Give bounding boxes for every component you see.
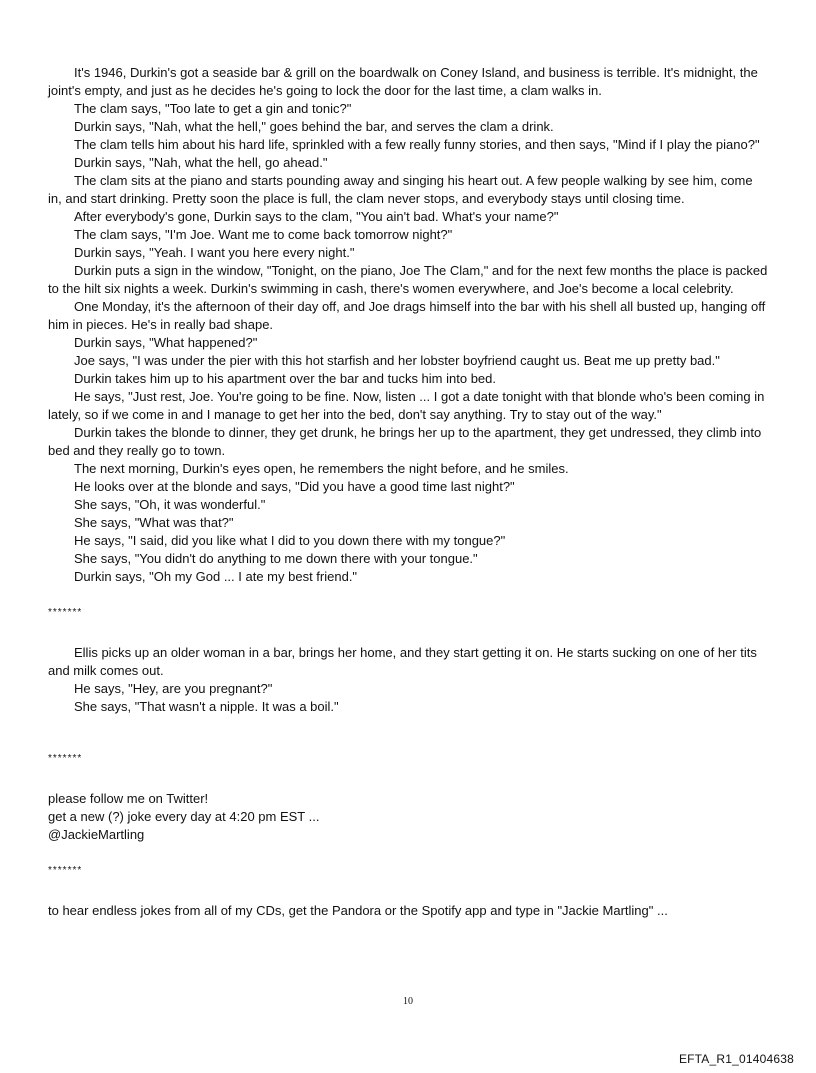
paragraph: Joe says, "I was under the pier with this hot starfish and her lobster boyfriend caught us. Beat me up pretty bad.": [74, 353, 720, 368]
paragraph: He looks over at the blonde and says, "Did you have a good time last night?": [74, 479, 515, 494]
paragraph: It's 1946, Durkin's got a seaside bar & grill on the boardwalk on Coney Island, and business is terrible. It's midnight, the joint's empty, and just as he decides he's going to lock the door for the last time, a clam walks in.: [48, 65, 758, 98]
paragraph: He says, "I said, did you like what I did to you down there with my tongue?": [74, 533, 506, 548]
joke-boil: [48, 644, 768, 716]
separator: *******: [48, 753, 83, 764]
twitter-line: get a new (?) joke every day at 4:20 pm EST ...: [48, 809, 320, 824]
paragraph: She says, "Oh, it was wonderful.": [74, 497, 266, 512]
paragraph: Durkin says, "Oh my God ... I ate my best friend.": [74, 569, 358, 584]
paragraph: The next morning, Durkin's eyes open, he remembers the night before, and he smiles.: [74, 461, 569, 476]
separator: *******: [48, 607, 83, 618]
page-number: 10: [403, 996, 413, 1007]
paragraph: Durkin says, "What happened?": [74, 335, 258, 350]
cds-line: to hear endless jokes from all of my CDs, get the Pandora or the Spotify app and type in "Jackie Martling" ...: [48, 903, 668, 918]
paragraph: She says, "You didn't do anything to me down there with your tongue.": [74, 551, 478, 566]
paragraph: Durkin takes him up to his apartment over the bar and tucks him into bed.: [74, 371, 496, 386]
paragraph: Durkin puts a sign in the window, "Tonight, on the piano, Joe The Clam," and for the next few months the place is packed to the hilt six nights a week. Durkin's swimming in cash, there's women everywhere, and Joe's become a local celebrity.: [48, 263, 768, 296]
paragraph: Durkin says, "Nah, what the hell, go ahead.": [74, 155, 328, 170]
paragraph: The clam tells him about his hard life, sprinkled with a few really funny stories, and then says, "Mind if I play the piano?": [74, 137, 760, 152]
paragraph: He says, "Just rest, Joe. You're going to be fine. Now, listen ... I got a date tonight with that blonde who's been coming in lately, so if we come in and I manage to get her into the bed, don't say anything. Try to stay out of the way.": [48, 389, 765, 422]
twitter-block: [48, 790, 768, 844]
paragraph: The clam says, "Too late to get a gin and tonic?": [74, 101, 352, 116]
paragraph: He says, "Hey, are you pregnant?": [74, 681, 273, 696]
paragraph: Ellis picks up an older woman in a bar, brings her home, and they start getting it on. He starts sucking on one of her tits and milk comes out.: [48, 645, 757, 678]
paragraph: Durkin says, "Yeah. I want you here every night.": [74, 245, 355, 260]
document-body: [48, 64, 768, 920]
twitter-line: please follow me on Twitter!: [48, 791, 209, 806]
paragraph: After everybody's gone, Durkin says to the clam, "You ain't bad. What's your name?": [74, 209, 559, 224]
paragraph: Durkin says, "Nah, what the hell," goes behind the bar, and serves the clam a drink.: [74, 119, 554, 134]
paragraph: She says, "That wasn't a nipple. It was a boil.": [74, 699, 339, 714]
paragraph: Durkin takes the blonde to dinner, they get drunk, he brings her up to the apartment, they get undressed, they climb into bed and they really go to town.: [48, 425, 762, 458]
joke-clam: [48, 64, 768, 586]
paragraph: One Monday, it's the afternoon of their day off, and Joe drags himself into the bar with his shell all busted up, hanging off him in pieces. He's in really bad shape.: [48, 299, 766, 332]
bates-number: EFTA_R1_01404638: [678, 1052, 794, 1066]
paragraph: She says, "What was that?": [74, 515, 234, 530]
paragraph: The clam sits at the piano and starts pounding away and singing his heart out. A few people walking by see him, come in, and start drinking. Pretty soon the place is full, the clam never stops, and everybody stays until closing time.: [48, 173, 753, 206]
separator: *******: [48, 865, 83, 876]
paragraph: The clam says, "I'm Joe. Want me to come back tomorrow night?": [74, 227, 453, 242]
twitter-handle: @JackieMartling: [48, 827, 145, 842]
